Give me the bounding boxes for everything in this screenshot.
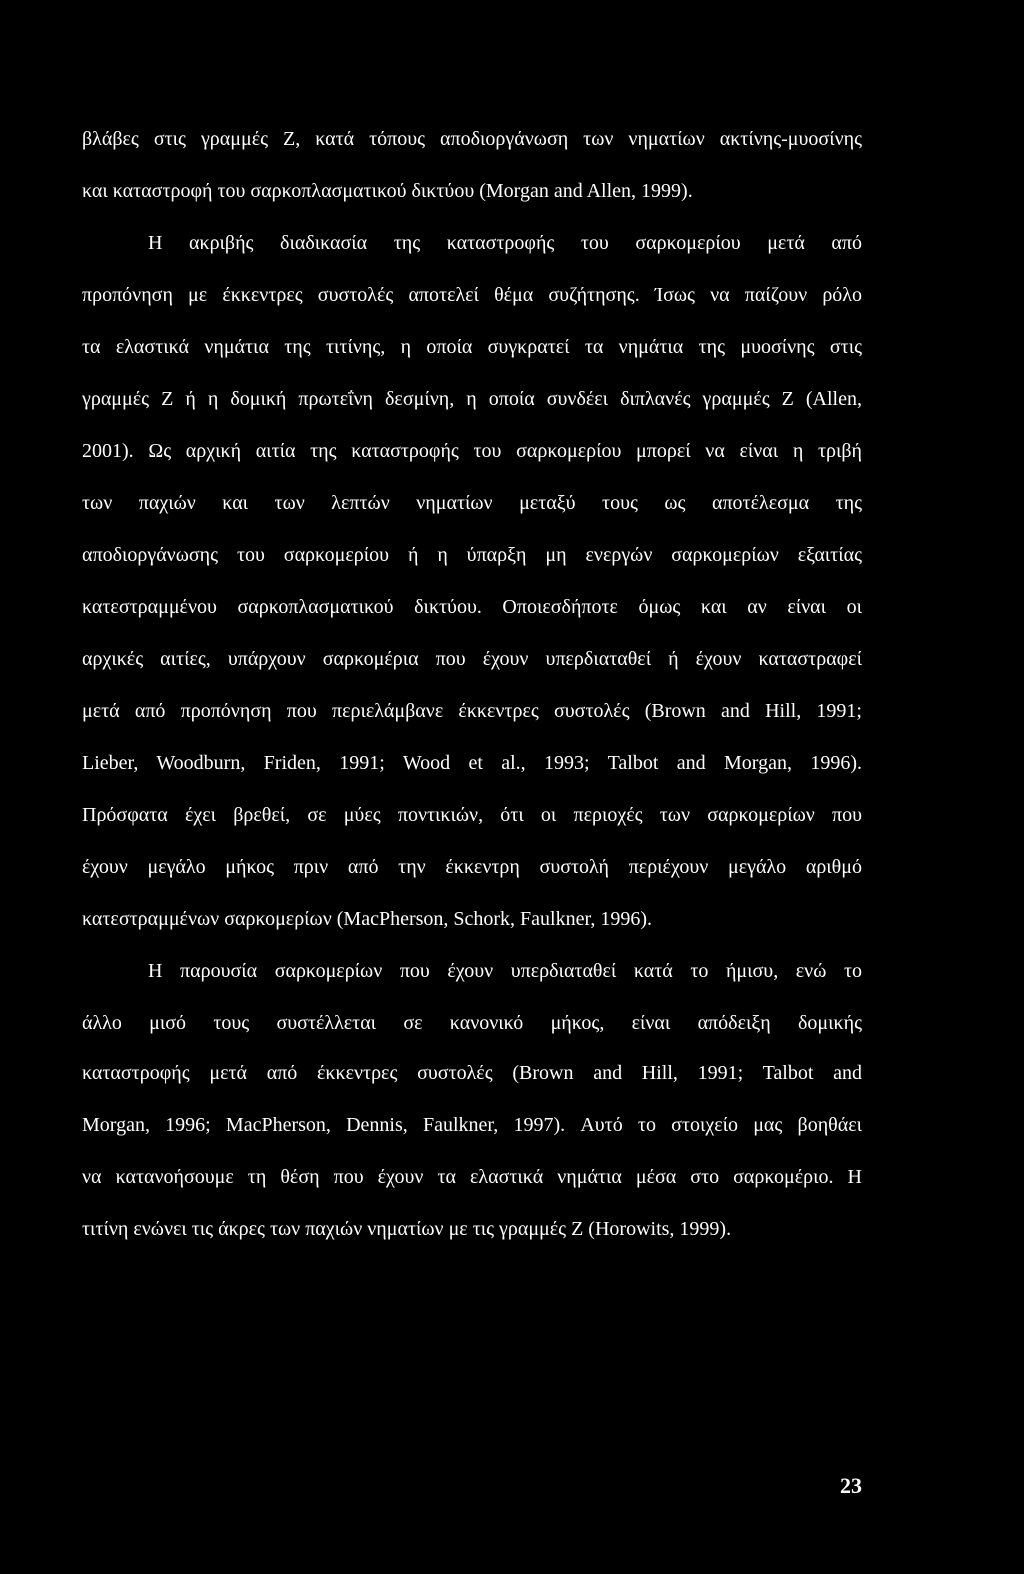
text-line: Morgan, 1996; MacPherson, Dennis, Faulkner, 1997). Αυτό το στοιχείο μας βοηθάει: [82, 1114, 862, 1136]
text-line: άλλο μισό τους συστέλλεται σε κανονικό μήκος, είναι απόδειξη δομικής: [82, 1012, 862, 1034]
text-line: κατεστραμμένων σαρκομερίων (MacPherson, Schork, Faulkner, 1996).: [82, 908, 653, 930]
text-line: και καταστροφή του σαρκοπλασματικού δικτύου (Morgan and Allen, 1999).: [82, 180, 693, 202]
text-line: μετά από προπόνηση που περιελάμβανε έκκεντρες συστολές (Brown and Hill, 1991;: [82, 700, 862, 722]
page-number: 23: [840, 1473, 862, 1498]
text-line: των παχιών και των λεπτών νηματίων μεταξύ τους ως αποτέλεσμα της: [82, 492, 862, 514]
text-line: προπόνηση με έκκεντρες συστολές αποτελεί θέμα συζήτησης. Ίσως να παίζουν ρόλο: [82, 284, 862, 306]
text-line: κατεστραμμένου σαρκοπλασματικού δικτύου. Οποιεσδήποτε όμως και αν είναι οι: [82, 596, 862, 618]
text-line: καταστροφής μετά από έκκεντρες συστολές (Brown and Hill, 1991; Talbot and: [82, 1062, 862, 1084]
text-line: τιτίνη ενώνει τις άκρες των παχιών νηματίων με τις γραμμές Z (Horowits, 1999).: [82, 1218, 732, 1240]
text-line: βλάβες στις γραμμές Z, κατά τόπους αποδιοργάνωση των νηματίων ακτίνης-μυοσίνης: [82, 128, 862, 150]
text-line: έχουν μεγάλο μήκος πριν από την έκκεντρη συστολή περιέχουν μεγάλο αριθμό: [82, 856, 862, 878]
text-line: Lieber, Woodburn, Friden, 1991; Wood et al., 1993; Talbot and Morgan, 1996).: [82, 752, 862, 774]
text-line: να κατανοήσουμε τη θέση που έχουν τα ελαστικά νημάτια μέσα στο σαρκομέριο. Η: [82, 1166, 862, 1188]
text-line: Η παρουσία σαρκομερίων που έχουν υπερδιαταθεί κατά το ήμισυ, ενώ το: [148, 960, 862, 982]
text-line: τα ελαστικά νημάτια της τιτίνης, η οποία συγκρατεί τα νημάτια της μυοσίνης στις: [82, 336, 862, 358]
text-line: αρχικές αιτίες, υπάρχουν σαρκομέρια που έχουν υπερδιαταθεί ή έχουν καταστραφεί: [82, 648, 862, 670]
text-line: Η ακριβής διαδικασία της καταστροφής του σαρκομερίου μετά από: [148, 232, 862, 254]
text-line: αποδιοργάνωσης του σαρκομερίου ή η ύπαρξη μη ενεργών σαρκομερίων εξαιτίας: [82, 544, 862, 566]
text-line: 2001). Ως αρχική αιτία της καταστροφής του σαρκομερίου μπορεί να είναι η τριβή: [82, 440, 862, 462]
text-line: Πρόσφατα έχει βρεθεί, σε μύες ποντικιών, ότι οι περιοχές των σαρκομερίων που: [82, 804, 862, 826]
text-line: γραμμές Z ή η δομική πρωτεΐνη δεσμίνη, η οποία συνδέει διπλανές γραμμές Z (Allen,: [82, 388, 862, 410]
